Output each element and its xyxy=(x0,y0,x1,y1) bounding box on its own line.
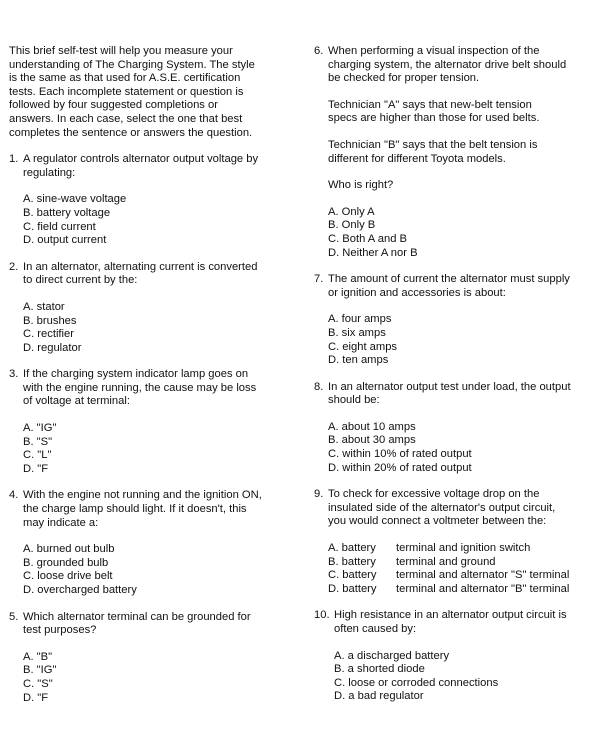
answer-option: D. "F xyxy=(23,462,49,475)
question-text: regulating: xyxy=(23,166,76,179)
question-5 xyxy=(9,611,294,706)
question-4 xyxy=(9,489,294,597)
answer-option: D. regulator xyxy=(23,341,82,354)
question-text: In an alternator, alternating current is converted xyxy=(23,260,258,273)
answer-option xyxy=(328,583,596,597)
answer-option: D. overcharged battery xyxy=(23,584,137,596)
answer-option: B. about 30 amps xyxy=(328,434,416,447)
answer-option: B. "IG" xyxy=(23,664,57,677)
question-text: of voltage at terminal: xyxy=(23,395,130,408)
statement-line: Technician "B" says that the belt tension is xyxy=(328,138,538,151)
option-text: terminal and ground xyxy=(396,555,496,568)
who-is-right-question: Who is right? xyxy=(328,179,394,192)
statement-line: different for different Toyota models. xyxy=(328,152,506,165)
answer-options xyxy=(314,206,596,260)
question-number: 3. xyxy=(9,368,19,381)
intro-line: answers. In each case, select the one that best xyxy=(9,112,243,125)
answer-option: C. "L" xyxy=(23,449,52,462)
answer-option xyxy=(328,542,596,556)
answer-option: B. six amps xyxy=(328,326,386,339)
answer-option: A. "B" xyxy=(23,650,53,663)
question-text: you would connect a voltmeter between the: xyxy=(328,515,547,528)
answer-option: A. stator xyxy=(23,300,65,313)
answer-option xyxy=(328,556,596,570)
answer-option: D. output current xyxy=(23,234,107,247)
question-number: 7. xyxy=(314,273,324,286)
answer-option: C. rectifier xyxy=(23,328,74,341)
question-2 xyxy=(9,261,294,356)
answer-option: C. field current xyxy=(23,220,96,233)
answer-option: C. Both A and B xyxy=(328,232,407,245)
answer-option: C. eight amps xyxy=(328,340,398,353)
answer-option: C. "S" xyxy=(23,677,53,690)
question-text: test purposes? xyxy=(23,624,97,637)
question-number: 1. xyxy=(9,153,19,166)
answer-options xyxy=(314,542,596,596)
question-text: Which alternator terminal can be grounded for xyxy=(23,610,251,623)
question-text: In an alternator output test under load, the output xyxy=(328,380,571,393)
question-text: may indicate a: xyxy=(23,516,99,529)
answer-options xyxy=(9,422,294,476)
answer-option: D. ten amps xyxy=(328,354,389,367)
answer-option: D. within 20% of rated output xyxy=(328,461,472,474)
question-text: often caused by: xyxy=(334,623,417,635)
answer-option: A. Only A xyxy=(328,205,375,218)
technician-a-statement xyxy=(328,99,566,126)
question-number: 5. xyxy=(9,610,19,623)
question-7 xyxy=(314,273,596,368)
answer-option: B. "S" xyxy=(23,435,53,448)
option-label: B. battery xyxy=(328,555,376,568)
question-6 xyxy=(314,45,596,260)
intro-line: is the same as that used for A.S.E. certification xyxy=(9,72,241,85)
intro-line: understanding of The Charging System. The style xyxy=(9,58,255,71)
question-1 xyxy=(9,153,294,248)
answer-options xyxy=(9,651,294,705)
intro-line: followed by four suggested completions or xyxy=(9,99,218,112)
intro-paragraph xyxy=(9,45,294,140)
answer-option: A. sine-wave voltage xyxy=(23,193,127,206)
question-text: or ignition and accessories is about: xyxy=(328,286,506,299)
question-text: To check for excessive voltage drop on the xyxy=(328,488,540,501)
question-9 xyxy=(314,488,596,596)
answer-options xyxy=(9,301,294,355)
answer-option: A. a discharged battery xyxy=(334,649,450,662)
question-text: charging system, the alternator drive belt should xyxy=(328,58,567,71)
answer-option: B. brushes xyxy=(23,314,77,327)
question-text: The amount of current the alternator must supply xyxy=(328,273,570,286)
technician-b-statement xyxy=(328,139,566,166)
answer-options xyxy=(314,421,596,475)
answer-option: D. a bad regulator xyxy=(334,690,424,703)
question-text: High resistance in an alternator output circuit is xyxy=(334,609,567,622)
question-text: insulated side of the alternator's output circuit, xyxy=(328,501,556,514)
intro-line: completes the sentence or answers the question. xyxy=(9,126,253,139)
answer-option: A. burned out bulb xyxy=(23,543,115,556)
answer-options xyxy=(9,193,294,247)
question-8 xyxy=(314,381,596,476)
question-text: with the engine running, the cause may be loss xyxy=(23,381,257,394)
question-number: 10. xyxy=(314,609,330,622)
question-number: 9. xyxy=(314,488,324,501)
option-label: A. battery xyxy=(328,542,376,555)
question-text: should be: xyxy=(328,394,380,407)
option-text: terminal and alternator "B" terminal xyxy=(396,582,570,595)
question-3 xyxy=(9,368,294,476)
option-text: terminal and ignition switch xyxy=(396,542,531,555)
answer-option: C. loose drive belt xyxy=(23,570,113,583)
left-column xyxy=(9,45,294,718)
answer-option: B. Only B xyxy=(328,219,376,232)
question-text: A regulator controls alternator output voltage by xyxy=(23,153,259,166)
answer-option: B. battery voltage xyxy=(23,206,111,219)
question-text: be checked for proper tension. xyxy=(328,72,480,85)
answer-option: C. loose or corroded connections xyxy=(334,676,499,689)
answer-options xyxy=(314,313,596,367)
question-10 xyxy=(314,609,596,704)
option-text: terminal and alternator "S" terminal xyxy=(396,569,570,582)
question-text: If the charging system indicator lamp goes on xyxy=(23,368,249,381)
question-text: With the engine not running and the ignition ON, xyxy=(23,489,262,502)
answer-option: B. grounded bulb xyxy=(23,556,109,569)
answer-option: B. a shorted diode xyxy=(334,663,425,676)
answer-option: D. Neither A nor B xyxy=(328,246,418,259)
intro-line: This brief self-test will help you measure your xyxy=(9,45,233,57)
statement-line: specs are higher than those for used belts. xyxy=(328,112,540,125)
question-number: 6. xyxy=(314,45,324,57)
option-label: D. battery xyxy=(328,582,377,595)
answer-option xyxy=(328,569,596,583)
question-number: 8. xyxy=(314,380,324,393)
right-column xyxy=(314,45,596,717)
answer-option: A. "IG" xyxy=(23,422,57,435)
question-text: the charge lamp should light. If it doesn't, this xyxy=(23,503,247,516)
question-number: 2. xyxy=(9,260,19,273)
intro-line: tests. Each incomplete statement or question is xyxy=(9,85,244,98)
statement-line: Technician "A" says that new-belt tension xyxy=(328,98,532,111)
answer-option: D. "F xyxy=(23,691,49,704)
answer-options xyxy=(9,543,294,597)
answer-option: A. four amps xyxy=(328,313,392,326)
answer-option: C. within 10% of rated output xyxy=(328,448,472,461)
question-text: to direct current by the: xyxy=(23,274,138,287)
option-label: C. battery xyxy=(328,569,377,582)
answer-option: A. about 10 amps xyxy=(328,420,416,433)
question-text: When performing a visual inspection of the xyxy=(328,45,540,57)
answer-options xyxy=(314,650,596,704)
question-number: 4. xyxy=(9,489,19,502)
